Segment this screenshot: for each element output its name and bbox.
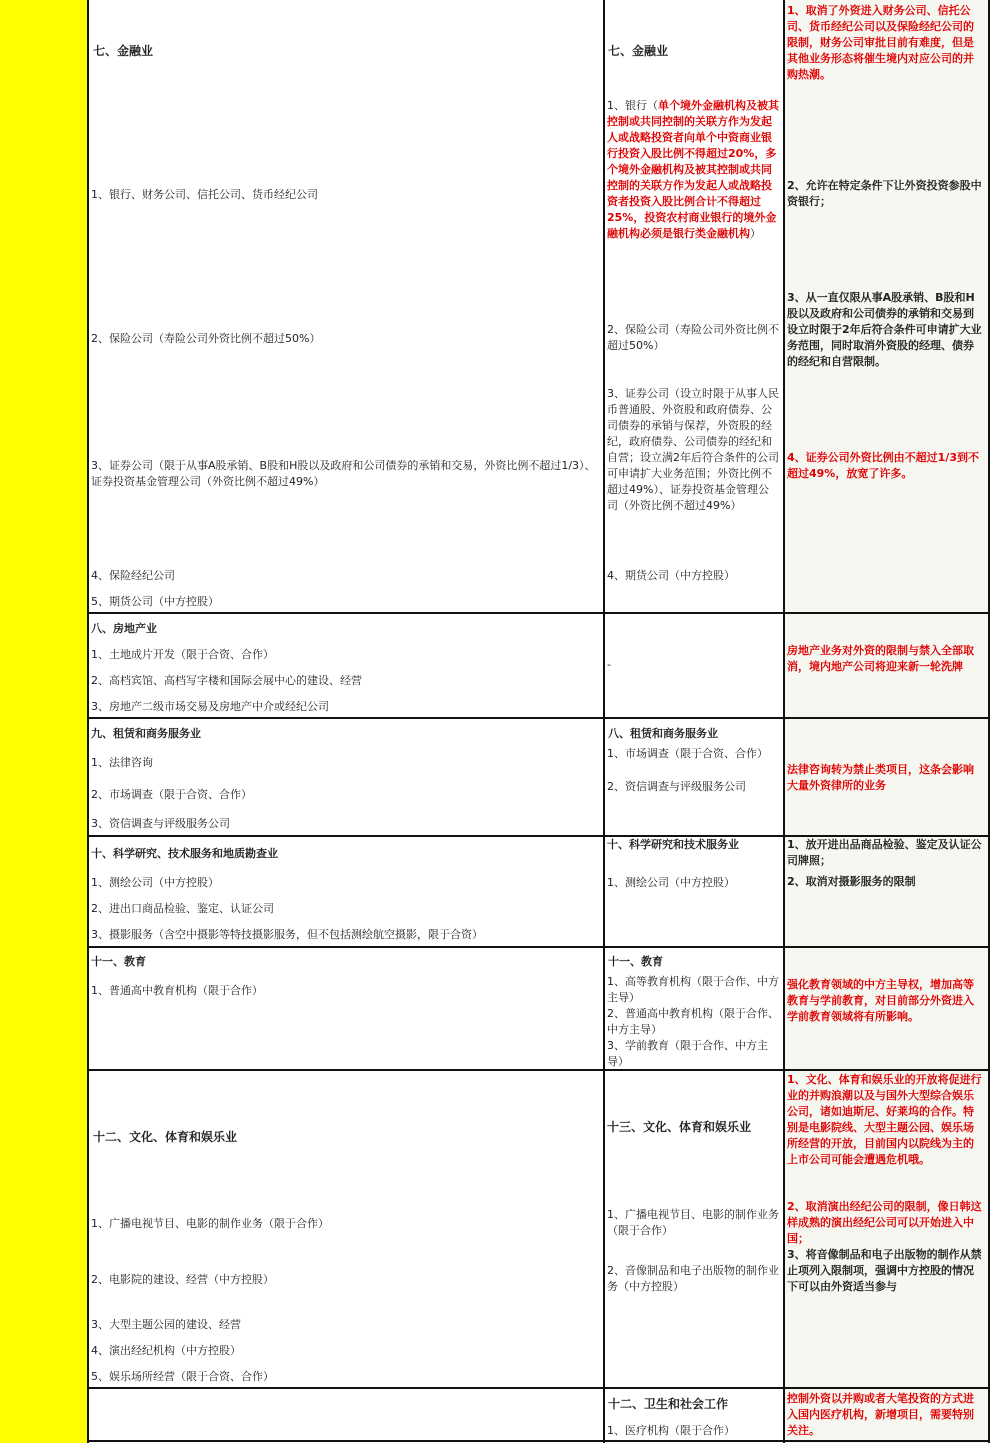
row-divider <box>87 1387 990 1389</box>
bank-rule-suffix: ） <box>750 227 761 240</box>
section-title: 八、租赁和商务服务业 <box>608 727 718 740</box>
bank-rule-prefix: 1、银行（ <box>607 99 658 112</box>
section-title: 十三、文化、体育和娱乐业 <box>607 1120 752 1134</box>
list-item: 3、摄影服务（含空中摄影等特技摄影服务，但不包括测绘航空摄影，限于合资） <box>91 928 483 941</box>
list-item: 2、普通高中教育机构（限于合作、中方主导） <box>607 1007 779 1036</box>
list-item: 3、资信调查与评级服务公司 <box>91 817 230 830</box>
list-item: 2、资信调查与评级服务公司 <box>607 780 746 793</box>
list-item: 3、房地产二级市场交易及房地产中介或经纪公司 <box>91 700 329 713</box>
list-item: 3、大型主题公园的建设、经营 <box>91 1318 241 1331</box>
section-title: 十、科学研究、技术服务和地质勘查业 <box>91 847 278 860</box>
column-divider <box>87 0 89 1443</box>
list-item: 4、期货公司（中方控股） <box>607 569 735 582</box>
list-item: 4、演出经纪机构（中方控股） <box>91 1344 241 1357</box>
empty-marker: - <box>607 658 611 671</box>
list-item: 2、保险公司（寿险公司外资比例不超过50%） <box>91 332 321 345</box>
comment-note: 房地产业务对外资的限制与禁入全部取消，境内地产公司将迎来新一轮洗牌 <box>787 644 974 673</box>
list-item: 1、广播电视节目、电影的制作业务（限于合作） <box>607 1208 779 1237</box>
list-item: 1、银行、财务公司、信托公司、货币经纪公司 <box>91 188 318 201</box>
list-item: 1、高等教育机构（限于合作、中方主导） <box>607 975 779 1004</box>
grid-line <box>783 0 785 1443</box>
section-title: 七、金融业 <box>93 44 154 58</box>
grid-line <box>603 0 605 1443</box>
row-divider <box>87 612 990 614</box>
list-item: 1、普通高中教育机构（限于合作） <box>91 984 263 997</box>
row-divider <box>87 1440 990 1442</box>
section-title: 十一、教育 <box>608 955 663 968</box>
comment-note: 1、文化、体育和娱乐业的开放将促进行业的并购浪潮以及与国外大型综合娱乐公司，诸如迪斯尼、好莱坞的合作。特别是电影院线、大型主题公园、娱乐场所经营的开放，目前国内以院线为主的上市公司可能会遭遇危机哦。 <box>787 1073 982 1166</box>
list-item: 1、测绘公司（中方控股） <box>607 876 735 889</box>
section-title: 十一、教育 <box>91 955 146 968</box>
list-item: 2、电影院的建设、经营（中方控股） <box>91 1273 274 1286</box>
row-divider <box>87 717 990 719</box>
bank-rule <box>607 98 781 242</box>
row-divider <box>87 946 990 948</box>
comment-note: 4、证券公司外资比例由不超过1/3到不超过49%，放宽了许多。 <box>787 451 979 480</box>
list-item: 4、保险经纪公司 <box>91 569 175 582</box>
list-item: 1、测绘公司（中方控股） <box>91 876 219 889</box>
section-title: 八、房地产业 <box>91 622 157 635</box>
list-item: 3、证券公司（设立时限于从事人民币普通股、外资股和政府债券、公司债券的承销与保荐，外资股的经纪，政府债券、公司债券的经纪和自营；设立满2年后符合条件的公司可申请扩大业务范围；外资比例不超过49%）、证券投资基金管理公司（外资比例不超过49%） <box>607 387 779 512</box>
list-item: 3、学前教育（限于合作、中方主导） <box>607 1039 768 1068</box>
comment-note: 2、允许在特定条件下让外资投资参股中资银行； <box>787 179 982 208</box>
bank-rule-restriction: 单个境外金融机构及被其控制或共同控制的关联方作为发起人或战略投资者向单个中资商业银行投资入股比例不得超过20%，多个境外金融机构及被其控制或共同控制的关联方作为发起人或战略投资者投资入股比例合计不得超过25%，投资农村商业银行的境外金融机构必须是银行类金融机构 <box>607 99 779 240</box>
row-divider <box>87 1069 990 1071</box>
comment-note: 1、取消了外资进入财务公司、信托公司、货币经纪公司以及保险经纪公司的限制，财务公司审批目前有难度，但是其他业务形态将催生境内对应公司的并购热潮。 <box>787 4 974 81</box>
list-item: 1、法律咨询 <box>91 756 153 769</box>
section-title: 七、金融业 <box>608 44 669 58</box>
list-item: 2、进出口商品检验、鉴定、认证公司 <box>91 902 274 915</box>
list-item: 2、保险公司（寿险公司外资比例不超过50%） <box>607 323 779 352</box>
list-item: 1、医疗机构（限于合作） <box>607 1424 735 1437</box>
list-item: 2、音像制品和电子出版物的制作业务（中方控股） <box>607 1264 779 1293</box>
list-item: 1、市场调查（限于合资、合作） <box>607 747 768 760</box>
comment-note: 1、放开进出品商品检验、鉴定及认证公司牌照； <box>787 838 982 867</box>
list-item: 1、土地成片开发（限于合资、合作） <box>91 648 274 661</box>
comment-note: 强化教育领域的中方主导权，增加高等教育与学前教育，对目前部分外资进入学前教育领域将有所影响。 <box>787 978 974 1023</box>
comment-note: 2、取消对摄影服务的限制 <box>787 875 916 888</box>
list-item: 3、证券公司（限于从事A股承销、B股和H股以及政府和公司债券的承销和交易，外资比例不超过1/3）、证券投资基金管理公司（外资比例不超过49%） <box>91 459 596 488</box>
comment-note: 3、将音像制品和电子出版物的制作从禁止项列入限制项，强调中方控股的情况下可以由外资适当参与 <box>787 1248 982 1293</box>
list-item: 5、娱乐场所经营（限于合资、合作） <box>91 1370 274 1383</box>
list-item: 2、高档宾馆、高档写字楼和国际会展中心的建设、经营 <box>91 674 362 687</box>
yellow-margin-band <box>0 0 87 1443</box>
comment-note: 3、从一直仅限从事A股承销、B股和H股以及政府和公司债券的承销和交易到设立时限于2年后符合条件可申请扩大业务范围，同时取消外资股的经理、债券的经纪和自营限制。 <box>787 291 982 368</box>
section-title: 十二、卫生和社会工作 <box>608 1397 729 1411</box>
comment-note: 2、取消演出经纪公司的限制，像日韩这样成熟的演出经纪公司可以开始进入中国； <box>787 1200 982 1245</box>
list-item: 1、广播电视节目、电影的制作业务（限于合作） <box>91 1217 329 1230</box>
section-title: 九、租赁和商务服务业 <box>91 727 201 740</box>
list-item: 2、市场调查（限于合资、合作） <box>91 788 252 801</box>
section-title: 十、科学研究和技术服务业 <box>607 838 739 851</box>
section-title: 十二、文化、体育和娱乐业 <box>93 1130 238 1144</box>
list-item: 5、期货公司（中方控股） <box>91 595 219 608</box>
comment-note: 法律咨询转为禁止类项目，这条会影响大量外资律所的业务 <box>787 763 974 792</box>
comment-note: 控制外资以并购或者大笔投资的方式进入国内医疗机构，新增项目，需要特别关注。 <box>787 1392 974 1437</box>
